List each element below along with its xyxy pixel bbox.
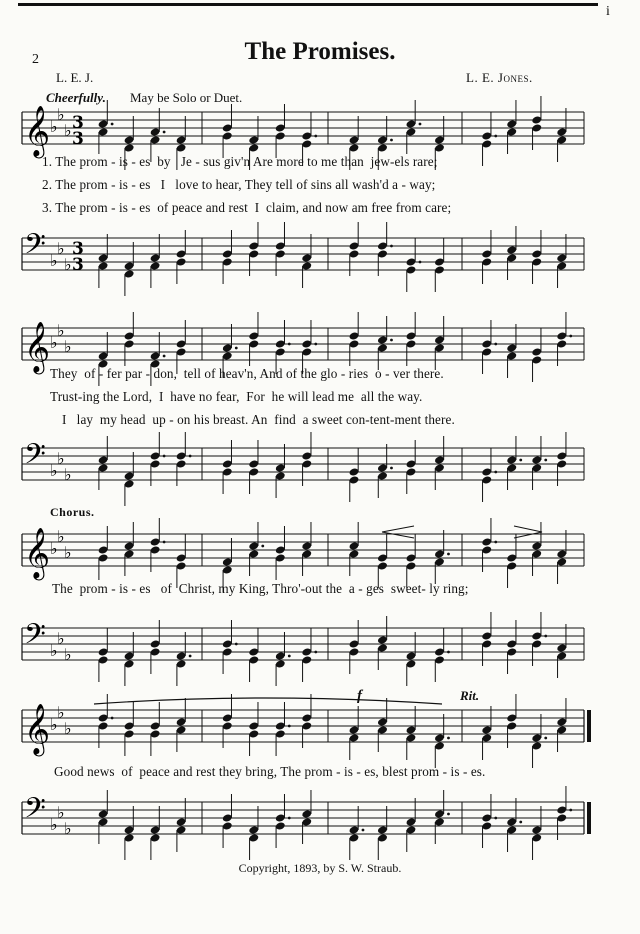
staff-bass-chorus-2 [0,791,640,866]
noteheads [98,786,573,860]
page-corner-mark-left: 2 [32,52,39,67]
bass-clef-icon: 𝄢 [24,791,46,832]
flat-sign-icon: ♭ [57,239,65,258]
ritardando-marking: Rit. [460,688,480,703]
dynamic-forte: f [357,688,362,704]
lyric-verse-2-line-1: 2. The prom - is - es I love to hear, They tell of sins all wash'd a - way; [42,177,436,192]
svg-text:3: 3 [72,239,84,259]
flat-sign-icon: ♭ [57,629,65,648]
flat-sign-icon: ♭ [64,819,72,838]
svg-text:3: 3 [72,129,84,149]
svg-text:3: 3 [72,113,84,133]
top-border-rule [18,3,598,6]
flat-sign-icon: ♭ [50,461,58,480]
flat-sign-icon: ♭ [57,803,65,822]
staff-bass-system-1 [0,227,640,302]
tempo-marking [46,90,106,106]
flat-sign-icon: ♭ [57,449,65,468]
noteheads [98,694,568,768]
flat-sign-icon: ♭ [50,815,58,834]
composer-credit: L. E. Jones. [466,70,533,85]
song-title: The Promises. [244,38,396,65]
lyric-verse-2-line-2: Trust-ing the Lord, I have no fear, For he will lead me all the way. [50,389,423,404]
lyric-chorus-line-1: The prom - is - es of Christ, my King, Thro'-out the a - ges sweet- ly ring; [52,581,469,596]
lyricist-credit: L. E. J. [56,70,94,85]
time-signature [72,239,84,275]
treble-clef-icon: 𝄞 [24,321,51,373]
flat-sign-icon: ♭ [50,641,58,660]
staff-bass-chorus-1 [0,617,640,692]
bass-clef-icon: 𝄢 [24,227,46,268]
flat-sign-icon: ♭ [57,527,65,546]
tempo-text: Cheerfully. [46,90,106,105]
flat-sign-icon: ♭ [64,255,72,274]
staff-bass-system-2 [0,437,640,512]
treble-clef-icon: 𝄞 [24,703,51,755]
flat-sign-icon: ♭ [64,121,72,140]
lyric-verse-1-line-2: They of - fer par - don, tell of heav'n, And of the glo - ries o - ver there. [50,366,444,381]
slur-mark [94,698,442,704]
svg-text:3: 3 [72,255,84,275]
lyric-verse-1-line-1: 1. The prom - is - es by Je - sus giv'n Are more to me than jew-els rare; [42,154,438,169]
lyric-chorus-line-2: Good news of peace and rest they bring, The prom - is - es, blest prom - is - es. [54,764,486,779]
treble-clef-icon: 𝄞 [24,105,51,157]
staff-lines [22,628,584,660]
flat-sign-icon: ♭ [64,337,72,356]
noteheads [98,222,568,296]
lyric-verse-3-line-1: 3. The prom - is - es of peace and rest I claim, and now am free from care; [42,200,452,215]
flat-sign-icon: ♭ [50,251,58,270]
flat-sign-icon: ♭ [64,465,72,484]
flat-sign-icon: ♭ [64,645,72,664]
flat-sign-icon: ♭ [64,543,72,562]
staff-lines [22,112,584,144]
time-signature [72,113,84,149]
flat-sign-icon: ♭ [57,703,65,722]
lyric-verse-3-line-2: I lay my head up - on his breast. An find a sweet con-tent-ment there. [62,412,455,427]
bass-clef-icon: 𝄢 [24,617,46,658]
performance-note: May be Solo or Duet. [130,90,243,105]
flat-sign-icon: ♭ [50,117,58,136]
flat-sign-icon: ♭ [57,321,65,340]
copyright-notice: Copyright, 1893, by S. W. Straub. [238,861,402,875]
chorus-label: Chorus. [50,505,95,519]
noteheads [98,612,568,686]
flat-sign-icon: ♭ [50,715,58,734]
flat-sign-icon: ♭ [57,105,65,124]
flat-sign-icon: ♭ [50,539,58,558]
page-corner-mark-right: i [606,4,610,19]
bass-clef-icon: 𝄢 [24,437,46,478]
flat-sign-icon: ♭ [64,719,72,738]
noteheads [98,432,568,506]
treble-clef-icon: 𝄞 [24,527,51,579]
flat-sign-icon: ♭ [50,333,58,352]
